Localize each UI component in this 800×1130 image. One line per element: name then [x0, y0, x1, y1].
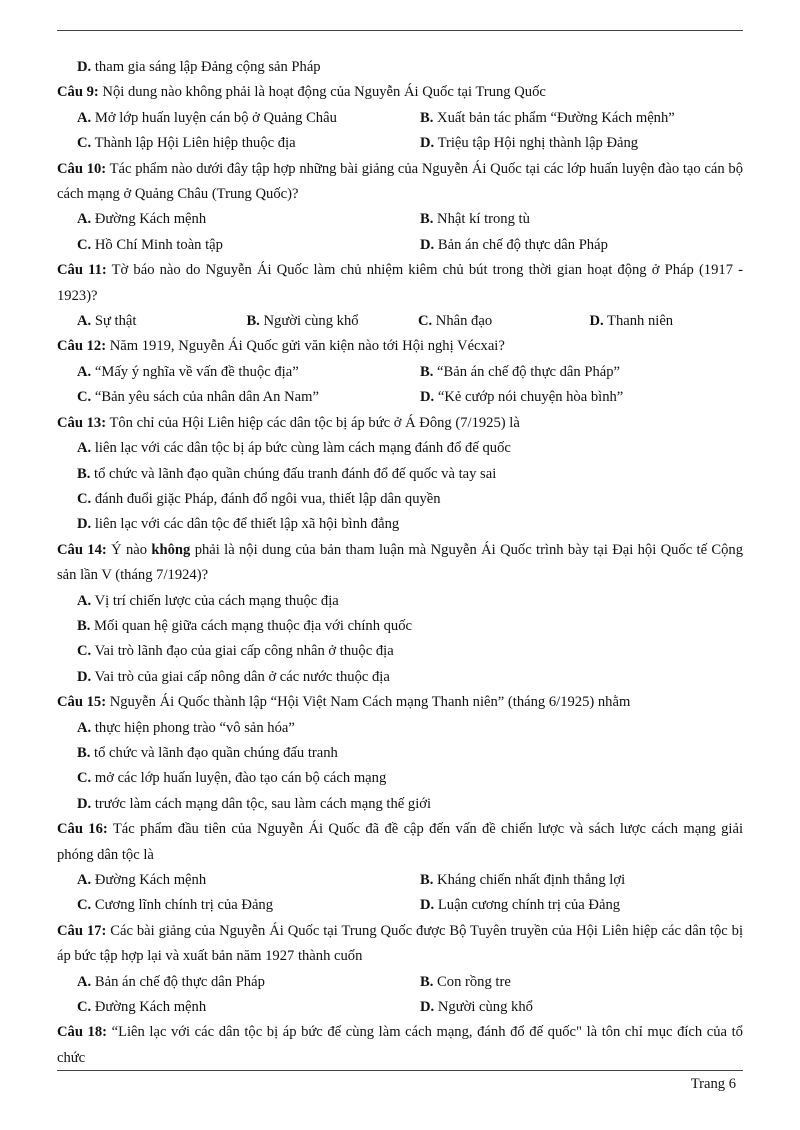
- option-c: C. Hồ Chí Minh toàn tập: [77, 236, 223, 253]
- option-b: B. Kháng chiến nhất định thắng lợi: [420, 872, 626, 888]
- option-d: D. liên lạc với các dân tộc để thiết lập xã hội bình đẳng: [77, 516, 400, 533]
- question-17: Câu 17: Các bài giảng của Nguyễn Ái Quốc tại Trung Quốc được Bộ Tuyên truyền của Hội Liên hiệp các dân tộc bị áp bức tập hợp lại và xuất bản năm 1927 thành cuốn: [57, 922, 744, 965]
- option-d: D. “Kẻ cướp nói chuyện hòa bình”: [420, 389, 624, 406]
- header-rule: [57, 30, 743, 31]
- option-a: A. “Mấy ý nghĩa về vấn đề thuộc địa”: [77, 363, 299, 380]
- option-c: C. Vai trò lãnh đạo của giai cấp công nhân ở thuộc địa: [77, 643, 394, 660]
- option-b: B. Người cùng khổ: [246, 313, 359, 330]
- question-12: Câu 12: Năm 1919, Nguyễn Ái Quốc gửi văn kiện nào tới Hội nghị Vécxai?: [57, 338, 505, 355]
- question-18: Câu 18: “Liên lạc với các dân tộc bị áp bức để cùng làm cách mạng, đánh đổ đế quốc" là tôn chỉ mục đích của tổ chức: [57, 1024, 743, 1066]
- question-10: Câu 10: Tác phẩm nào dưới đây tập hợp những bài giảng của Nguyễn Ái Quốc tại các lớp huấn luyện đào tạo cán bộ cách mạng ở Quảng Châu (Trung Quốc)?: [57, 160, 744, 203]
- option-a: A. liên lạc với các dân tộc bị áp bức cùng làm cách mạng đánh đổ đế quốc: [77, 440, 511, 457]
- page-content: [57, 55, 743, 1071]
- option-c: C. Cương lĩnh chính trị của Đảng: [77, 897, 274, 914]
- option-d: D. tham gia sáng lập Đảng cộng sản Pháp: [77, 59, 321, 75]
- option-d: D. Vai trò của giai cấp nông dân ở các nước thuộc địa: [77, 668, 390, 685]
- option-a: A. Đường Kách mệnh: [77, 872, 207, 888]
- option-c: C. mở các lớp huấn luyện, đào tạo cán bộ cách mạng: [77, 770, 387, 787]
- option-c: C. Nhân đạo: [417, 313, 493, 330]
- option-d: D. Triệu tập Hội nghị thành lập Đảng: [420, 135, 639, 152]
- option-c: C. “Bản yêu sách của nhân dân An Nam”: [77, 389, 319, 406]
- option-c: C. Thành lập Hội Liên hiệp thuộc địa: [77, 135, 296, 152]
- option-a: A. Vị trí chiến lược của cách mạng thuộc địa: [77, 592, 339, 609]
- option-d: D. Thanh niên: [589, 313, 674, 330]
- question-15: Câu 15: Nguyễn Ái Quốc thành lập “Hội Việt Nam Cách mạng Thanh niên” (tháng 6/1925) nhằm: [57, 694, 631, 711]
- option-b: B. tổ chức và lãnh đạo quần chúng đấu tranh: [77, 744, 338, 761]
- question-17-options: [57, 970, 743, 1021]
- question-13: Câu 13: Tôn chỉ của Hội Liên hiệp các dân tộc bị áp bức ở Á Đông (7/1925) là: [57, 414, 520, 431]
- option-d: D. Bản án chế độ thực dân Pháp: [420, 236, 608, 253]
- option-a: A. thực hiện phong trào “vô sản hóa”: [77, 719, 295, 736]
- question-13-options: [57, 436, 743, 538]
- option-a: A. Bản án chế độ thực dân Pháp: [77, 973, 265, 990]
- option-d: D. Luận cương chính trị của Đảng: [420, 897, 621, 914]
- option-c: C. đánh đuổi giặc Pháp, đánh đổ ngôi vua, thiết lập dân quyền: [77, 490, 441, 507]
- option-b: B. “Bản án chế độ thực dân Pháp”: [420, 363, 621, 380]
- question-15-options: [57, 716, 743, 818]
- question-11: Câu 11: Tờ báo nào do Nguyễn Ái Quốc làm chủ nhiệm kiêm chủ bút trong thời gian hoạt động ở Pháp (1917 - 1923)?: [57, 262, 744, 304]
- option-a: A. Đường Kách mệnh: [77, 211, 207, 228]
- question-16-options: [57, 868, 743, 919]
- question-10-options: [57, 207, 743, 258]
- question-11-options: [57, 309, 743, 334]
- option-b: B. tổ chức và lãnh đạo quần chúng đấu tranh đánh đổ đế quốc và tay sai: [77, 465, 497, 482]
- question-16: Câu 16: Tác phẩm đầu tiên của Nguyễn Ái Quốc đã đề cập đến vấn đề chiến lược và sách lược cách mạng giải phóng dân tộc là: [57, 821, 744, 863]
- footer-rule: [57, 1070, 743, 1071]
- option-b: B. Nhật kí trong tù: [420, 211, 530, 228]
- option-c: C. Đường Kách mệnh: [77, 999, 207, 1016]
- prev-options: [57, 55, 743, 80]
- option-a: A. Sự thật: [77, 313, 137, 330]
- page-number: Trang 6: [690, 1076, 736, 1092]
- question-9-options: [57, 106, 743, 157]
- option-d: D. trước làm cách mạng dân tộc, sau làm cách mạng thế giới: [77, 795, 432, 812]
- question-14: Câu 14: Ý nào không phải là nội dung của bản tham luận mà Nguyễn Ái Quốc trình bày tại Đại hội Quốc tế Cộng sản lần V (tháng 7/1924)?: [57, 541, 744, 584]
- option-b: B. Con rồng tre: [420, 973, 511, 990]
- option-b: B. Xuất bản tác phẩm “Đường Kách mệnh”: [420, 109, 675, 126]
- option-b: B. Mối quan hệ giữa cách mạng thuộc địa với chính quốc: [77, 617, 413, 634]
- option-a: A. Mở lớp huấn luyện cán bộ ở Quảng Châu: [77, 109, 337, 126]
- question-9: Câu 9: Nội dung nào không phải là hoạt động của Nguyễn Ái Quốc tại Trung Quốc: [57, 84, 546, 101]
- option-d: D. Người cùng khổ: [420, 999, 533, 1016]
- question-12-options: [57, 360, 743, 411]
- question-14-options: [57, 589, 743, 691]
